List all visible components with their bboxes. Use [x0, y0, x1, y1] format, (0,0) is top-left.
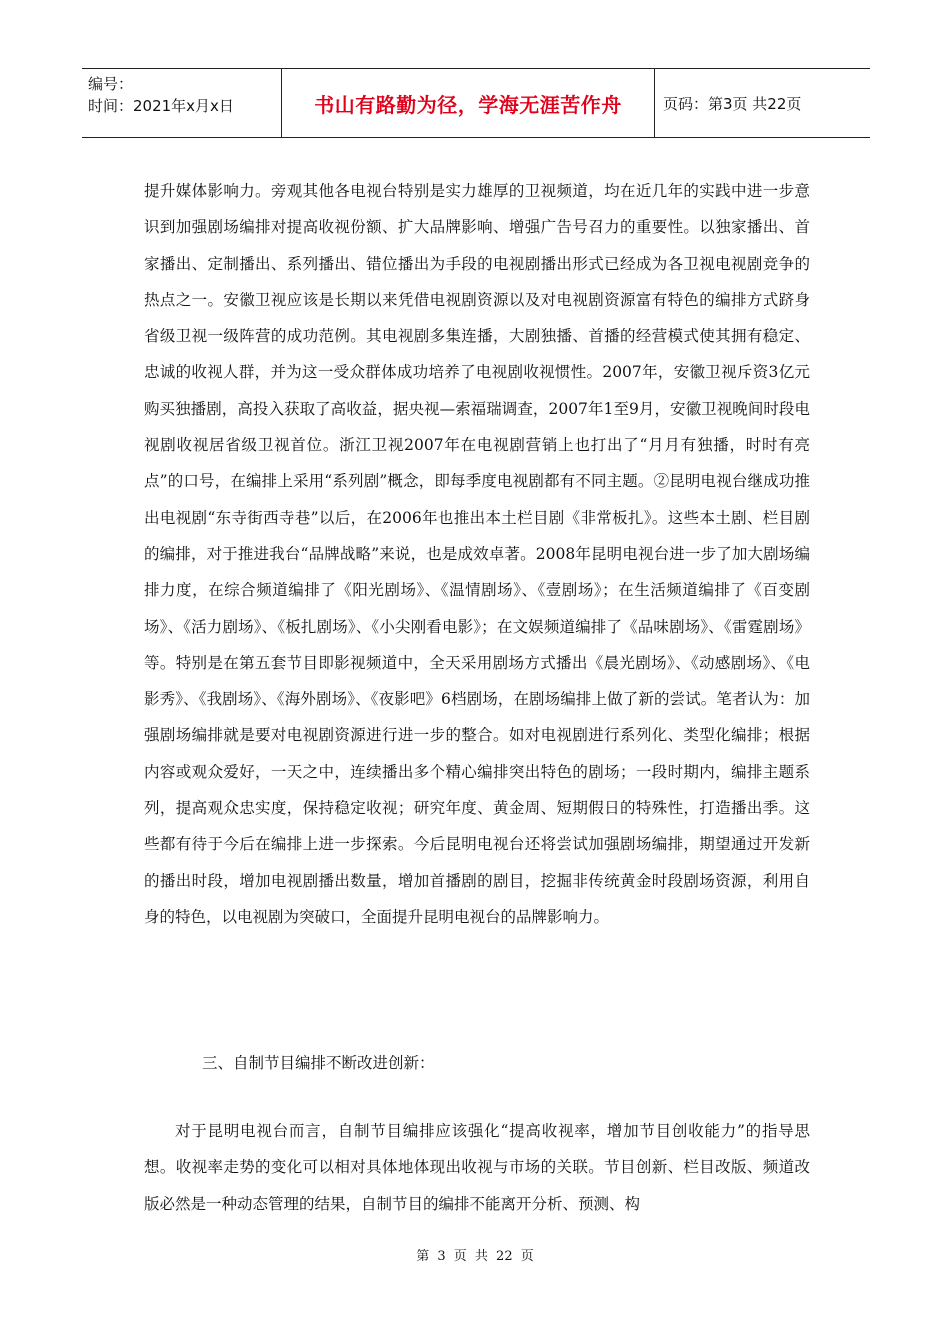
page-footer: 第 3 页 共 22 页: [416, 1249, 534, 1264]
header-meta: [82, 69, 282, 137]
document-header: [82, 68, 870, 138]
header-motto: 书山有路勤为径，学海无涯苦作舟: [282, 69, 655, 137]
body-paragraph-1: [144, 173, 810, 935]
time-label: 时间：2021年x月x日: [88, 97, 234, 115]
number-label: 编号：: [88, 75, 134, 93]
body-paragraph-2: [144, 1113, 810, 1222]
paragraph-text: 提升媒体影响力。旁观其他各电视台特别是实力雄厚的卫视频道，均在近几年的实践中进一步意识到加强剧场编排对提高收视份额、扩大品牌影响、增强广告号召力的重要性。以独家播出、首家播出、定制播出、系列播出、错位播出为手段的电视剧播出形式已经成为各卫视电视剧竞争的热点之一。安徽卫视应该是长期以来凭借电视剧资源以及对电视剧资源富有特色的编排方式跻身省级卫视一级阵营的成功范例。其电视剧多集连播，大剧独播、首播的经营模式使其拥有稳定、忠诚的收视人群，并为这一受众群体成功培养了电视剧收视惯性。2007年，安徽卫视斥资3亿元购买独播剧，高投入获取了高收益，据央视—索福瑞调查，2007年1至9月，安徽卫视晚间时段电视剧收视居省级卫视首位。浙江卫视2007年在电视剧营销上也打出了“月月有独播，时时有亮点”的口号，在编排上采用“系列剧”概念，即每季度电视剧都有不同主题。②昆明电视台继成功推出电视剧“东寺街西寺巷”以后，在2006年也推出本土栏目剧《非常板扎》。这些本土剧、栏目剧的编排，对于推进我台“品牌战略”来说，也是成效卓著。2008年昆明电视台进一步了加大剧场编排力度，在综合频道编排了《阳光剧场》、《温情剧场》、《壹剧场》；在生活频道编排了《百变剧场》、《活力剧场》、《板扎剧场》、《小尖刚看电影》；在文娱频道编排了《品味剧场》、《雷霆剧场》等。特别是在第五套节目即影视频道中，全天采用剧场方式播出《晨光剧场》、《动感剧场》、《电影秀》、《我剧场》、《海外剧场》、《夜影吧》6档剧场，在剧场编排上做了新的尝试。笔者认为：加强剧场编排就是要对电视剧资源进行进一步的整合。如对电视剧进行系列化、类型化编排；根据内容或观众爱好，一天之中，连续播出多个精心编排突出特色的剧场；一段时期内，编排主题系列，提高观众忠实度，保持稳定收视；研究年度、黄金周、短期假日的特殊性，打造播出季。这些都有待于今后在编排上进一步探索。今后昆明电视台还将尝试加强剧场编排，期望通过开发新的播出时段，增加电视剧播出数量，增加首播剧的剧目，挖掘非传统黄金时段剧场资源，利用自身的特色，以电视剧为突破口，全面提升昆明电视台的品牌影响力。: [144, 182, 810, 926]
paragraph-text: 对于昆明电视台而言，自制节目编排应该强化“提高收视率，增加节目创收能力”的指导思想。收视率走势的变化可以相对具体地体现出收视与市场的关联。节目创新、栏目改版、频道改版必然是一种动态管理的结果，自制节目的编排不能离开分析、预测、构: [144, 1122, 810, 1213]
section-heading: 三、自制节目编排不断改进创新：: [202, 1054, 435, 1072]
header-page-info: 页码：第3页 共22页: [663, 94, 802, 113]
